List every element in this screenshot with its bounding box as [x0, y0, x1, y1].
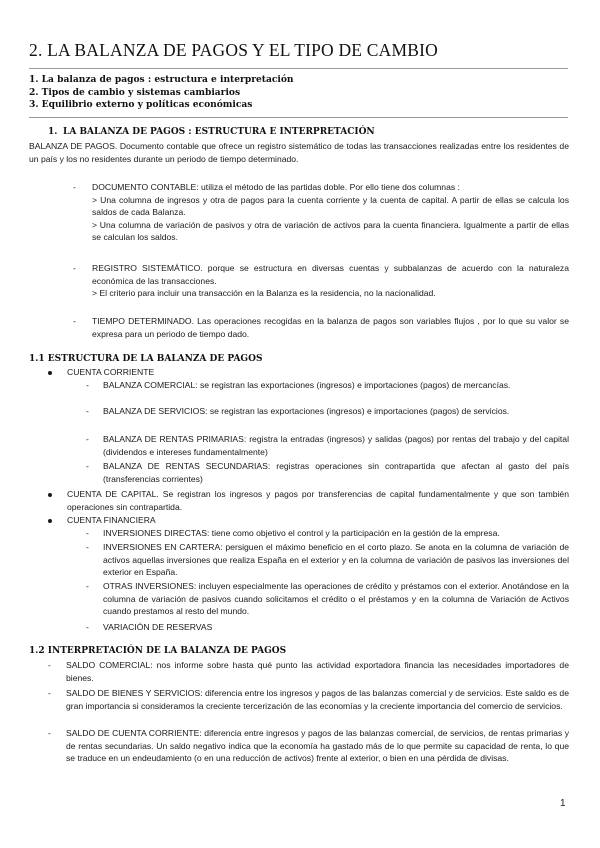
dash-marker: -: [48, 728, 51, 738]
dash-marker: -: [73, 316, 76, 326]
page-number: 1: [560, 798, 566, 809]
page-title: 2. LA BALANZA DE PAGOS Y EL TIPO DE CAMBIO: [29, 40, 438, 60]
section-1-intro: BALANZA DE PAGOS. Documento contable que ofrece un registro sistemático de todas las transacciones realizadas entre los residentes de un país y los no residentes durante un periodo de tiempo determinado.: [29, 141, 569, 164]
bullet-dot: [48, 493, 52, 497]
dash-line: REGISTRO SISTEMÁTICO. porque se estructura en diversas cuentas y subbalanzas de acuerdo con la naturaleza económica de las transacciones.: [92, 263, 569, 286]
dash-item-registro-sistematico: [92, 262, 569, 300]
dash-marker: -: [86, 581, 89, 591]
section-1-1-heading: 1.1 ESTRUCTURA DE LA BALANZA DE PAGOS: [29, 354, 263, 364]
interp-item-saldo-cuenta-corriente: SALDO DE CUENTA CORRIENTE: diferencia entre ingresos y pagos de las balanzas comercial, de servicios, de rentas primarias y de rentas secundarias. Un saldo negativo indica que la economía ha gastado más de lo que permite su capacidad de renta, lo que se traduce en un endeudamiento (o en una reducción de activos) frente al exterior, o bien en una pérdida de divisas.: [66, 728, 569, 763]
dash-item-documento-contable: [92, 181, 569, 244]
dash-marker: -: [73, 263, 76, 273]
dash-marker: -: [86, 380, 89, 390]
dash-marker: -: [73, 182, 76, 192]
dash-marker: -: [48, 660, 51, 670]
sub-item-inversiones-cartera: INVERSIONES EN CARTERA: persiguen el máximo beneficio en el corto plazo. Se anota en la columna de variación de activos aquellas inversiones que realiza España en el exterior y en la columna de variación de pasivos las inversiones del exterior en España.: [103, 542, 569, 577]
table-of-contents: [29, 74, 294, 112]
sub-item-otras-inversiones: OTRAS INVERSIONES: incluyen especialmente las operaciones de crédito y préstamos con el exterior. Anotándose en la columna de variación de pasivos cuando solicitamos el crédito o el préstamos y en la columna de Variación de Activos cuando prestamos al resto del mundo.: [103, 581, 569, 616]
dash-item-tiempo-determinado: [92, 315, 569, 340]
sub-item-inversiones-directas: INVERSIONES DIRECTAS: tiene como objetivo el control y la participación en la gestión de la empresa.: [103, 528, 500, 538]
interp-item-saldo-bienes-servicios: SALDO DE BIENES Y SERVICIOS: diferencia entre los ingresos y pagos de las balanzas comercial y de servicios. Este saldo es de gran importancia si consideramos la creciente tercerización de las economías y la creciente importancia del comercio de servicios.: [66, 688, 569, 711]
dash-line: DOCUMENTO CONTABLE: utiliza el método de las partidas doble. Por ello tiene dos columnas :: [92, 182, 460, 192]
dash-marker: -: [86, 542, 89, 552]
dash-marker: -: [86, 622, 89, 632]
interp-item-saldo-comercial: SALDO COMERCIAL: nos informe sobre hasta qué punto las actividad exportadora financia las necesidades importadores de bienes.: [66, 660, 569, 683]
sub-item-balanza-servicios: BALANZA DE SERVICIOS: se registran las exportaciones (ingresos) e importaciones (pagos) de servicios.: [103, 406, 510, 416]
dash-marker: -: [86, 434, 89, 444]
cuenta-corriente-label: CUENTA CORRIENTE: [67, 367, 155, 377]
dash-line: > El criterio para incluir una transacción en la Balanza es la residencia, no la nacionalidad.: [92, 288, 436, 298]
cuenta-financiera-label: CUENTA FINANCIERA: [67, 515, 156, 525]
bullet-dot: [48, 519, 52, 523]
sub-item-balanza-comercial: BALANZA COMERCIAL: se registran las exportaciones (ingresos) e importaciones (pagos) de mercancías.: [103, 380, 511, 390]
section-1-heading: LA BALANZA DE PAGOS : ESTRUCTURA E INTERPRETACIÓN: [63, 127, 375, 137]
bullet-dot: [48, 371, 52, 375]
sub-item-rentas-primarias: BALANZA DE RENTAS PRIMARIAS: registra la entradas (ingresos) y salidas (pagos) por rentas del trabajo y del capital (dividendos e intereses fundamentalmente): [103, 434, 569, 457]
section-1-2-heading: 1.2 INTERPRETACIÓN DE LA BALANZA DE PAGOS: [29, 646, 287, 656]
sub-item-rentas-secundarias: BALANZA DE RENTAS SECUNDARIAS: registras operaciones sin contrapartida que afectan al gasto del país (transferencias corrientes): [103, 461, 569, 484]
toc-item: 3. Equilibrio externo y políticas económicas: [29, 99, 253, 111]
dash-marker: -: [86, 528, 89, 538]
section-1-number: 1.: [48, 127, 58, 137]
sub-item-variacion-reservas: VARIACIÓN DE RESERVAS: [103, 622, 213, 632]
toc-item: 2. Tipos de cambio y sistemas cambiarios: [29, 86, 241, 98]
toc-divider: [29, 117, 568, 118]
cuenta-capital: CUENTA DE CAPITAL. Se registran los ingresos y pagos por transferencias de capital fundamentalmente y que son también operaciones sin contrapartida.: [67, 489, 569, 512]
toc-item: 1. La balanza de pagos : estructura e interpretación: [29, 74, 294, 85]
dash-line: TIEMPO DETERMINADO. Las operaciones recogidas en la balanza de pagos son variables flujos , por lo que su valor se expresa para un periodo de tiempo dado.: [92, 316, 569, 339]
dash-marker: -: [48, 688, 51, 698]
title-divider: [29, 68, 568, 69]
dash-marker: -: [86, 461, 89, 471]
dash-line: > Una columna de variación de pasivos y otra de variación de activos para la cuenta financiera. Igualmente a partir de ellas se calculan los saldos.: [92, 219, 569, 242]
dash-marker: -: [86, 406, 89, 416]
dash-line: > Una columna de ingresos y otra de pagos para la cuenta corriente y la cuenta de capital. A partir de ellas se calcula los saldos de cada Balanza.: [92, 194, 569, 217]
